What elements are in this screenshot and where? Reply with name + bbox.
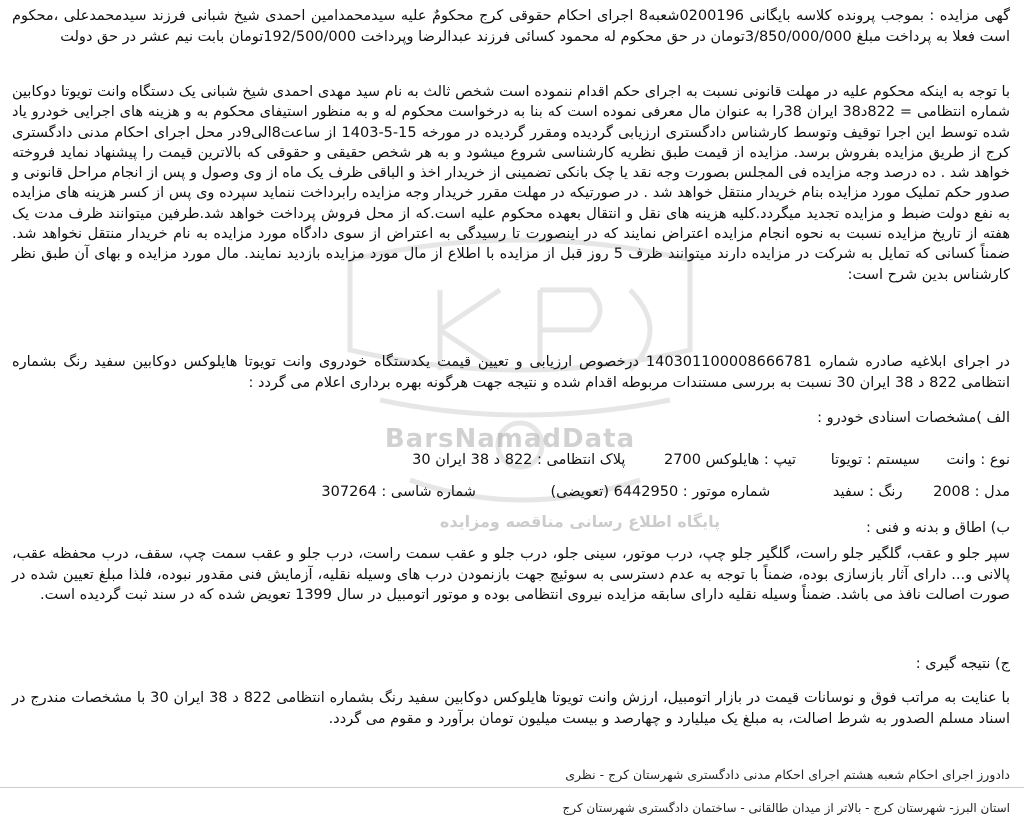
vehicle-type: نوع : وانت (946, 452, 1010, 468)
section-c-heading: ج) نتیجه گیری : (915, 656, 1010, 672)
auction-terms-paragraph: با توجه به اینکه محکوم علیه در مهلت قانونی نسبت به اجرای حکم اقدام ننموده است شخص ثالث به نام سید مهدی احمدی شیخ شبانی یک دستگاه وانت تویوتا دوکابین شماره انتظامی = 822د38 ایران 38را به عنوان مال معرفی نموده است که بنا به درخواست محکوم له و به منظور استیفای محکوم به و هزینه های اجرایی خودرو یاد شده توسط این اجرا توقیف وتوسط کارشناس دادگستری ارزیابی گردیده ومقرر گردیده در مورخه 15-5-1403 از ساعت8الی9در محل اجرای احکام مدنی دادگستری کرج از طریق مزایده بفروش برسد. مزایده از قیمت طبق نظریه کارشناسی شروع میشود و به هر شخص حقیقی و حقوقی که بالاترین قیمت را پیشنهاد نماید فروخته خواهد شد . ده درصد وجه مزایده فی المجلس بصورت وجه نقد یا چک بانکی تضمینی از خریدار اخذ و الباقی ظرف یک ماه از وی وصول و پس از انجام مراحل قانونی و صدور حکم تملیک مورد مزایده بنام خریدار منتقل خواهد شد . در صورتیکه در مهلت مقرر خریدار وجه مزایده رابرداخت ننماید سپرده وی پس از کسر هزینه های مزایده به نفع دولت ضبط و مزایده تجدید میگردد.کلیه هزینه های نقل و انتقال بعهده محکوم علیه است.که از محل فروش پرداخت خواهد شد.طرفین میتوانند ظرف مدت یک هفته از تاریخ مزایده نسبت به نحوه انجام مزایده اعتراض نمایند که در اینصورت تا رسیدگی به اعتراض از سوی دادگاه مورد مزایده به نام خریدار منتقل نخواهد شد. ضمناً کسانی که تمایل به شرکت در مزایده دارند میتوانند ظرف 5 روز قبل از مزایده با اطلاع از مال مورد مزایده بازدید نمایند. مال مورد مزایده و بهای آن طبق نظر کارشناس بدین شرح است: (12, 84, 1010, 283)
vehicle-spec-row-2 (12, 484, 1010, 500)
signature-line: دادورز اجرای احکام شعبه هشتم اجرای احکام مدنی دادگستری شهرستان کرج - نظری (565, 767, 1010, 782)
watermark-brand-text: BarsNamadData (384, 424, 636, 454)
vehicle-plate: پلاک انتظامی : 822 د 38 ایران 30 (412, 452, 626, 468)
appraisal-intro-paragraph: در اجرای ابلاغیه صادره شماره 140301100008666781 درخصوص ارزیابی و تعیین قیمت یکدستگاه خودروی وانت تویوتا هایلوکس دوکابین سفید رنگ بشماره انتظامی 822 د 38 ایران 30 نسبت به بررسی مستندات مربوطه اقدام شده و نتیجه جهت هرگونه بهره برداری اعلام می گردد : (12, 354, 1010, 391)
footer-divider (0, 787, 1024, 788)
vehicle-model-type: تیپ : هایلوکس 2700 (664, 452, 797, 468)
section-b-body: سپر جلو و عقب، گلگیر جلو راست، گلگیر جلو چپ، درب موتور، سینی جلو، درب جلو و عقب سمت راست، درب جلو و عقب سمت چپ، سقف، درب محفظه عقب، پالانی و... دارای آثار بازسازی بوده، ضمناً با توجه به عدم دسترسی به سوئیچ جهت بازنمودن درب های وسیله نقلیه، آزمایش فنی مقدور نبوده، فلذا مبلغ تعیین شده در صورت اصالت نافذ می باشد. ضمناً وسیله نقلیه دارای سابقه مزایده نیروی انتظامی بوده و موتور اتومبیل در سال 1399 تعویض شده که در سند ثبت گردیده است. (12, 546, 1010, 604)
section-a-heading: الف )مشخصات اسنادی خودرو : (817, 410, 1010, 426)
vehicle-color: رنگ : سفید (832, 484, 903, 500)
case-intro-paragraph: گهی مزایده : بموجب پرونده کلاسه بایگانی 0200196شعبه8 اجرای احکام حقوقی کرج محکومٌ علیه سیدمحمدامین احمدی شیخ شبانی فرزند سیدمحمدعلی ،محکوم است فعلا به پرداخت مبلغ 3/850/000/000تومان در حق محکوم له محمود کسائی فرزند عبدالرضا وپرداخت 192/500/000تومان بابت نیم عشر در حق دولت (12, 8, 1010, 45)
vehicle-year: مدل : 2008 (933, 484, 1010, 500)
vehicle-chassis-number: شماره شاسی : 307264 (321, 484, 476, 500)
vehicle-spec-row-1 (12, 452, 1010, 468)
vehicle-system: سیستم : تویوتا (830, 452, 920, 468)
section-b-heading: ب) اطاق و بدنه و فنی : (866, 520, 1010, 536)
section-c-body: با عنایت به مراتب فوق و نوسانات قیمت در بازار اتومبیل، ارزش وانت تویوتا هایلوکس دوکابین سفید رنگ بشماره انتظامی 822 د 38 ایران 30 با مشخصات مندرج در اسناد مسلم الصدور به شرط اصالت، به مبلغ یک میلیارد و چهارصد و بیست میلیون تومان برآورد و مقوم می گردد. (12, 690, 1010, 727)
vehicle-engine-number: شماره موتور : 6442950 (تعویضی) (550, 484, 771, 500)
watermark-subtitle-text: پایگاه اطلاع رسانی مناقصه ومزایده (439, 512, 721, 531)
address-line: استان البرز- شهرستان کرج - بالاتر از میدان طالقانی - ساختمان دادگستری شهرستان کرج (562, 801, 1010, 815)
